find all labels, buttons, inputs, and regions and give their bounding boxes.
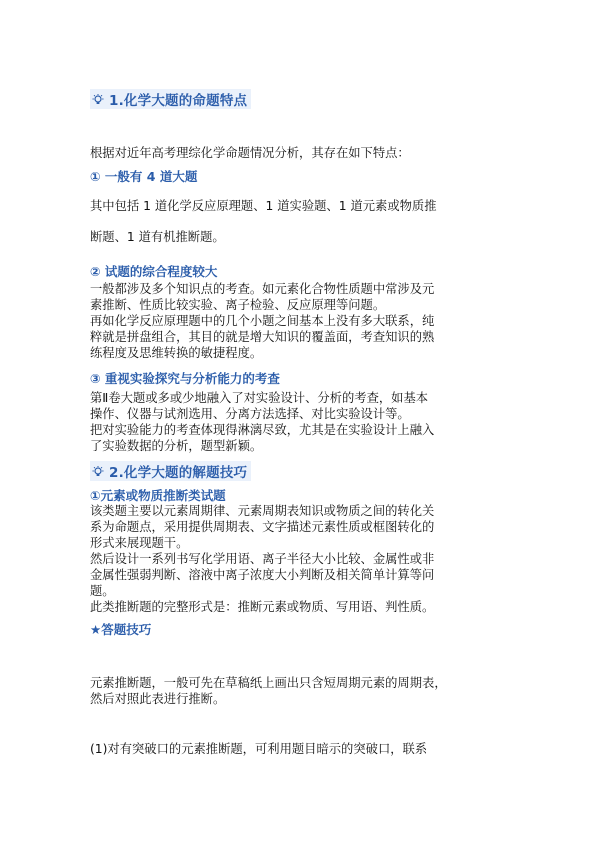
tips-title: 答题技巧 [101,622,152,637]
sub-1-line: 形式来展现题干。 [90,536,189,550]
sub-1-body [90,503,434,615]
sub-1-line: 题。 [90,584,115,598]
point-3-line: 了实验数据的分析，题型新颖。 [90,439,263,453]
sub-1-line: 该类题主要以元素周期律、元素周期表知识或物质之间的转化关 [90,504,435,518]
tips-heading [90,620,151,638]
point-3-body [90,390,434,454]
lightbulb-icon [92,94,108,108]
point-1-title: ① 一般有 4 道大题 [90,169,198,184]
point-1-line-2: 断题、1 道有机推断题。 [90,230,225,244]
point-2-line: 粹就是拼盘组合，其目的就是增大知识的覆盖面，考查知识的熟 [90,330,435,344]
intro-text: 根据对近年高考理综化学命题情况分析，其存在如下特点： [90,146,410,160]
tips-body [90,675,447,707]
tips-item-1: (1)对有突破口的元素推断题，可利用题目暗示的突破口，联系 [90,742,428,756]
point-3-line: 操作、仪器与试剂选用、分离方法选择、对比实验设计等。 [90,407,410,421]
point-3-line: 第Ⅱ卷大题或多或少地融入了对实验设计、分析的考查，如基本 [90,391,429,405]
sub-1-line: 然后设计一系列书写化学用语、离子半径大小比较、金属性或非 [90,552,435,566]
point-3-title: ③ 重视实验探究与分析能力的考查 [90,371,280,386]
sub-1-line: 金属性强弱判断、溶液中离子浓度大小判断及相关简单计算等问 [90,568,435,582]
point-2-title: ② 试题的综合程度较大 [90,264,218,279]
point-2-line: 再如化学反应原理题中的几个小题之间基本上没有多大联系，纯 [90,314,435,328]
point-2-line: 练程度及思维转换的敏捷程度。 [90,346,263,360]
point-2-body [90,281,434,361]
sub-1-line: 此类推断题的完整形式是：推断元素或物质、写用语、判性质。 [90,600,435,614]
lightbulb-icon [92,466,108,480]
point-3-line: 把对实验能力的考查体现得淋漓尽致，尤其是在实验设计上融入 [90,423,435,437]
section-1-title: 1.化学大题的命题特点 [109,93,248,109]
tips-body-line: 元素推断题，一般可先在草稿纸上画出只含短周期元素的周期表， [90,676,447,690]
section-2-title: 2.化学大题的解题技巧 [109,465,248,481]
section-1-heading [90,89,251,109]
star-icon: ★ [90,622,102,637]
point-2-line: 素推断、性质比较实验、离子检验、反应原理等问题。 [90,298,386,312]
tips-body-line: 然后对照此表进行推断。 [90,692,226,706]
point-2-line: 一般都涉及多个知识点的考查。如元素化合物性质题中常涉及元 [90,282,435,296]
sub-1-line: 系为命题点，采用提供周期表、文字描述元素性质或框图转化的 [90,520,435,534]
sub-1-title: ①元素或物质推断类试题 [90,488,226,503]
section-2-heading [90,461,251,481]
point-1-line-1: 其中包括 1 道化学反应原理题、1 道实验题、1 道元素或物质推 [90,199,437,213]
